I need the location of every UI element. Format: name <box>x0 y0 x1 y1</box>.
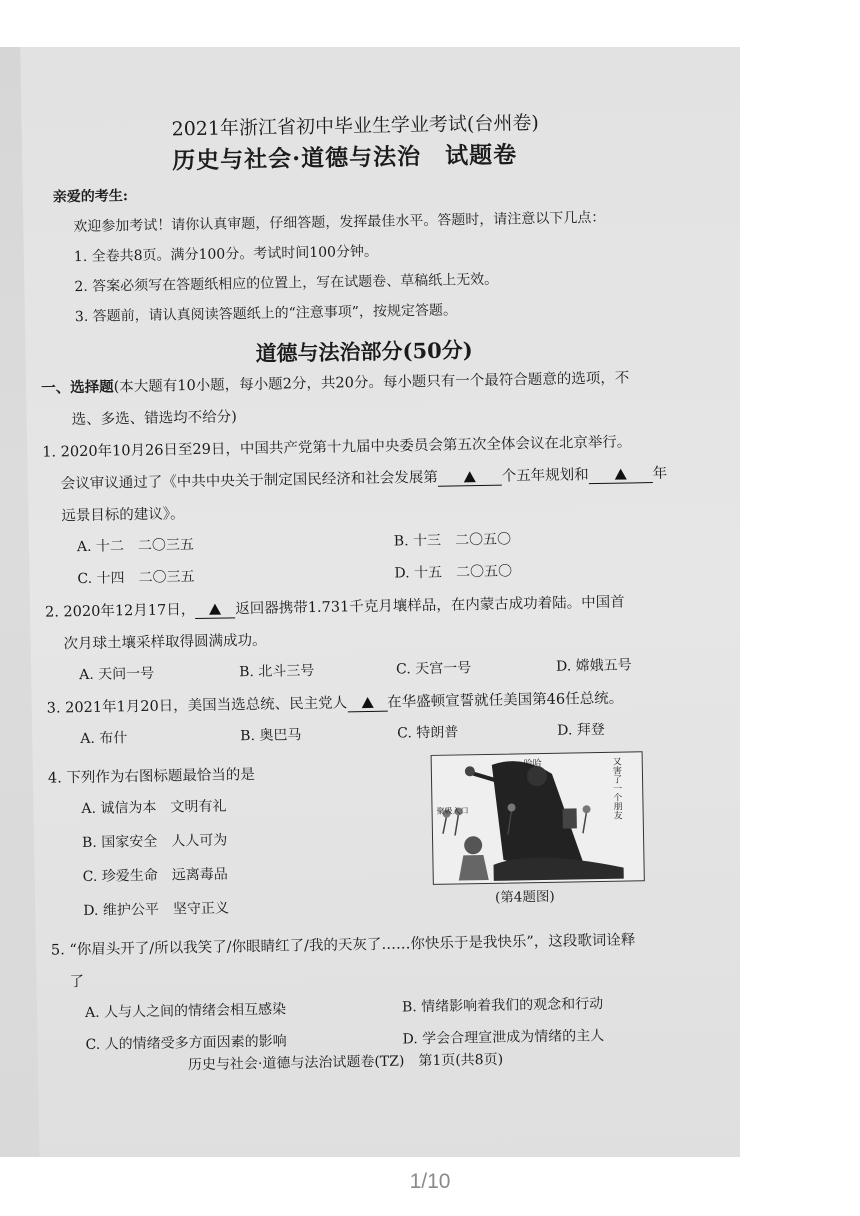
part-desc-cont: 选、多选、错选均不给分) <box>71 409 237 429</box>
q2-text-a: 2. 2020年12月17日， <box>44 602 196 621</box>
q1-option-a: A. 十二 二〇三五 <box>76 537 195 556</box>
q3-text-a: 3. 2021年1月20日，美国当选总统、民主党人 <box>46 695 348 717</box>
q2-text-b: 返回器携带1.731千克月壤样品，在内蒙古成功着陆。中国首 <box>235 594 625 618</box>
q3-text-b: 在华盛顿宣誓就任美国第46任总统。 <box>387 690 624 711</box>
page-counter: 1/10 <box>409 1170 451 1193</box>
q4-option-b: B. 国家安全 人人可为 <box>81 832 228 852</box>
exam-page <box>20 47 740 1157</box>
q1-option-d: D. 十五 二〇五〇 <box>394 563 513 582</box>
instruction-line: 1. 全卷共8页。满分100分。考试时间100分钟。 <box>73 243 379 266</box>
q3-line1 <box>47 687 624 718</box>
triangle-icon <box>361 697 373 708</box>
q4-cartoon-figure <box>431 751 645 885</box>
document-photo <box>0 47 740 1157</box>
answer-blank <box>347 695 387 713</box>
q1-line3: 远景目标的建议》。 <box>61 506 185 525</box>
instruction-line: 3. 答题前，请认真阅读答题纸上的“注意事项”，按规定答题。 <box>74 302 458 326</box>
exam-title: 2021年浙江省初中毕业生学业考试(台州卷) <box>171 111 539 141</box>
q3-option-b: B. 奥巴马 <box>240 727 302 745</box>
part-desc: (本大题有10小题，每小题2分，共20分。每小题只有一个最符合题意的选项，不 <box>113 370 630 396</box>
section-title: 道德与法治部分(50分) <box>255 337 473 366</box>
q5-option-d: D. 学会合理宣泄成为情绪的主人 <box>402 1027 605 1048</box>
q1-line2 <box>61 462 668 494</box>
q2-line1 <box>45 591 625 622</box>
q2-line2: 次月球土壤采样取得圆满成功。 <box>63 632 267 653</box>
q1-option-b: B. 十三 二〇五〇 <box>393 531 512 550</box>
figure-label-door: 聚吸入口 <box>436 806 469 816</box>
q2-option-d: D. 嫦娥五号 <box>555 657 632 675</box>
q4-line1: 4. 下列作为右图标题最恰当的是 <box>47 767 256 787</box>
q1-text-b: 个五年规划和 <box>501 467 589 485</box>
q3-option-a: A. 布什 <box>80 730 128 748</box>
triangle-icon <box>464 471 476 482</box>
instruction-line: 欢迎参加考试！请你认真审题，仔细答题，发挥最佳水平。答题时，请注意以下几点： <box>73 209 606 236</box>
q1-line1: 1. 2020年10月26日至29日，中国共产党第十九届中央委员会第五次全体会议在北京举行。 <box>42 434 632 461</box>
q3-option-d: D. 拜登 <box>557 721 605 739</box>
figure-caption: (第4题图) <box>494 888 555 906</box>
part-heading-line <box>41 366 630 397</box>
triangle-icon <box>615 468 627 479</box>
q5-line1: 5. “你眉头开了/所以我笑了/你眼睛红了/我的天灰了……你快乐于是我快乐”，这段歌词诠释 <box>50 932 636 959</box>
q4-option-d: D. 维护公平 坚守正义 <box>83 900 230 920</box>
q5-option-b: B. 情绪影响着我们的观念和行动 <box>401 995 604 1016</box>
q2-option-a: A. 天问一号 <box>79 665 155 684</box>
figure-label-friend: 又害了一个朋友 <box>610 756 622 820</box>
answer-blank <box>589 466 653 484</box>
q3-option-c: C. 特朗普 <box>397 724 459 742</box>
q5-option-c: C. 人的情绪受多方面因素的影响 <box>85 1033 287 1054</box>
greeting: 亲爱的考生: <box>52 188 129 206</box>
q2-option-c: C. 天宫一号 <box>395 660 472 678</box>
q4-option-a: A. 诚信为本 文明有礼 <box>81 798 227 818</box>
q1-text-a: 会议审议通过了《中共中央关于制定国民经济和社会发展第 <box>60 469 438 493</box>
q2-option-b: B. 北斗三号 <box>238 662 315 681</box>
answer-blank <box>195 601 235 619</box>
q5-option-a: A. 人与人之间的情绪会相互感染 <box>84 1001 287 1022</box>
part-heading: 一、选择题 <box>40 378 114 397</box>
triangle-icon <box>209 604 221 615</box>
instruction-line: 2. 答案必须写在答题纸相应的位置上，写在试题卷、草稿纸上无效。 <box>74 271 499 296</box>
q4-option-c: C. 珍爱生命 远离毒品 <box>82 866 228 886</box>
figure-label-laugh: 哈哈 <box>523 759 542 770</box>
q1-text-c: 年 <box>652 465 668 483</box>
answer-blank <box>438 469 502 487</box>
q1-option-c: C. 十四 二〇三五 <box>77 569 195 588</box>
exam-subtitle: 历史与社会·道德与法治 试题卷 <box>171 141 518 175</box>
page-footer: 历史与社会·道德与法治试题卷(TZ) 第1页(共8页) <box>187 1051 504 1074</box>
q5-line2: 了 <box>69 974 85 991</box>
